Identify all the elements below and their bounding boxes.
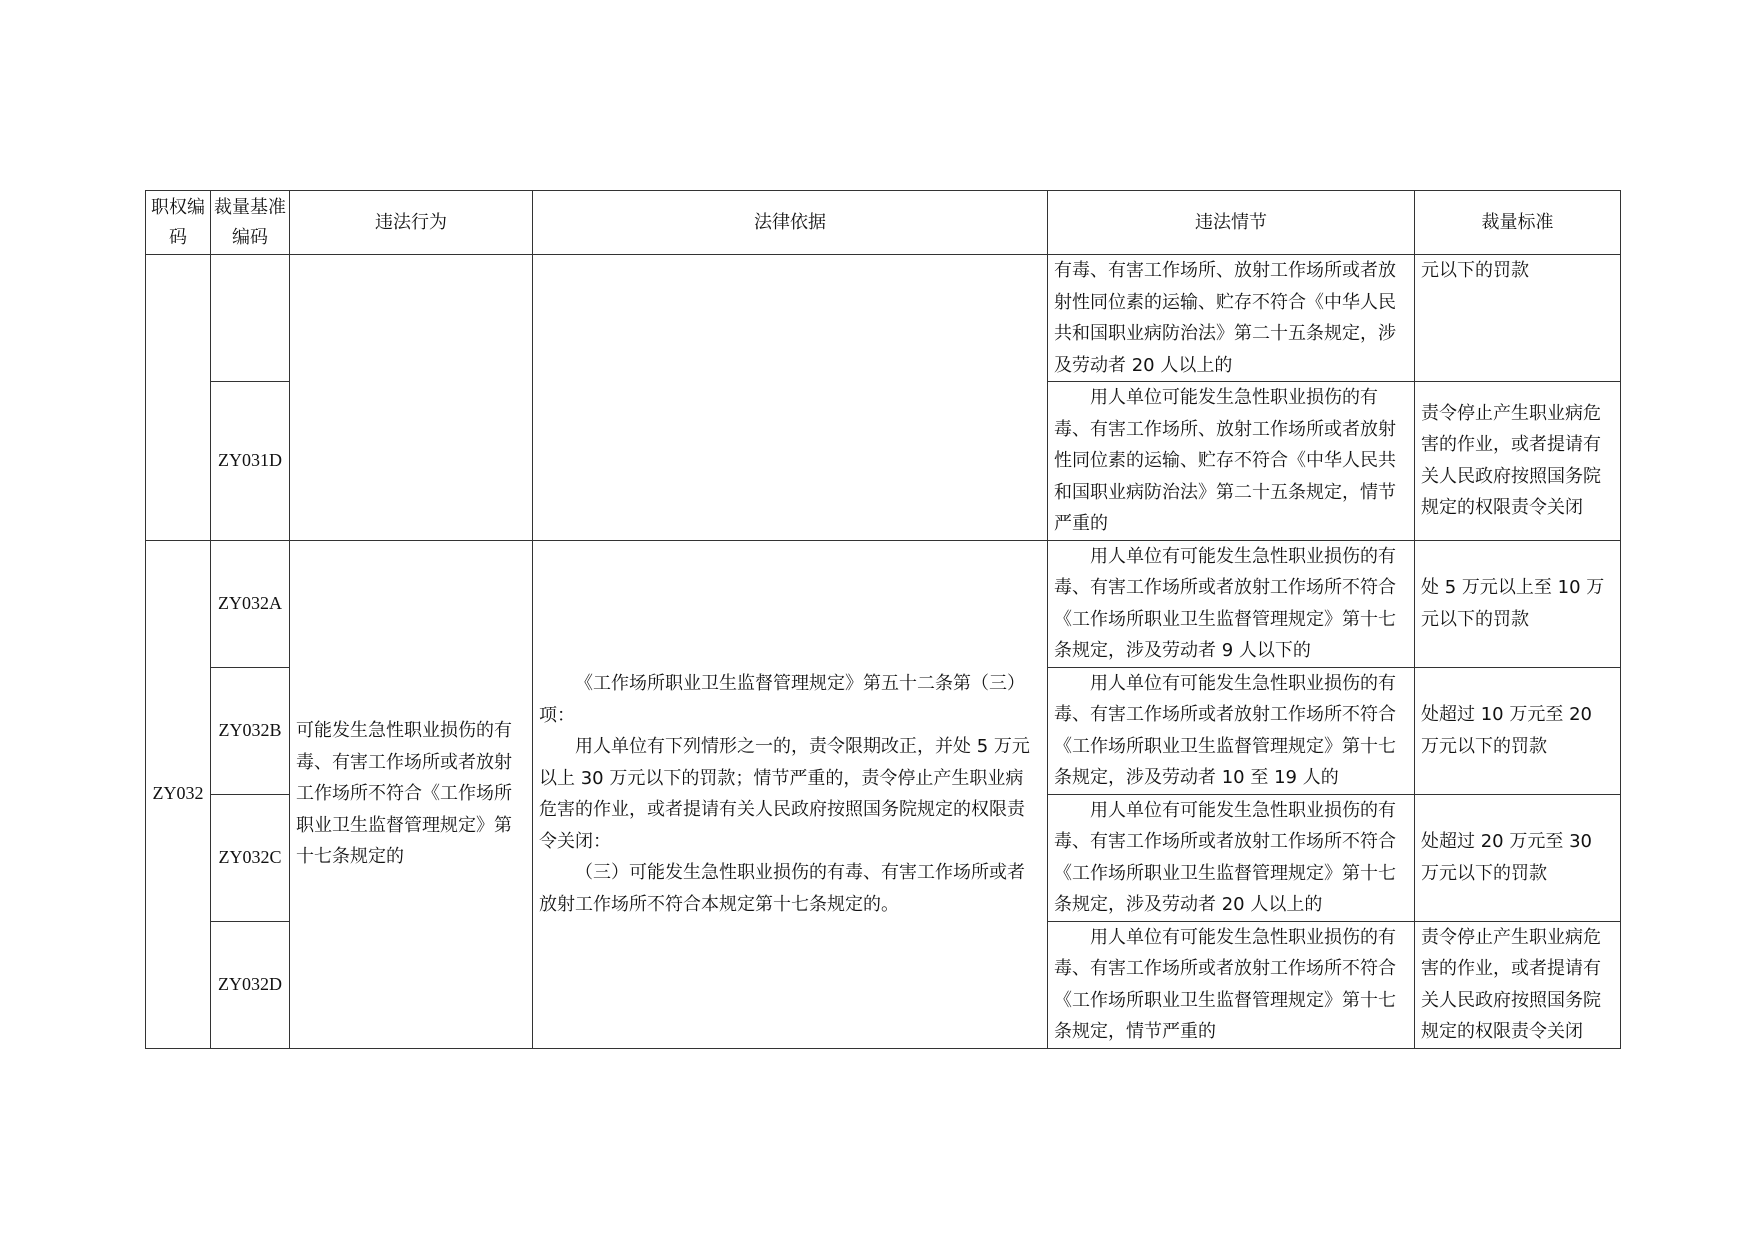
discretion-standard-table — [145, 190, 1621, 1049]
header-circumstance: 违法情节 — [1048, 191, 1415, 255]
table-row — [146, 255, 1621, 382]
penalty-cell: 责令停止产生职业病危害的作业，或者提请有关人民政府按照国务院规定的权限责令关闭 — [1415, 921, 1621, 1048]
header-row — [146, 191, 1621, 255]
discretion-standard-sheet — [145, 190, 1620, 1049]
circumstance-cell: 用人单位有可能发生急性职业损伤的有毒、有害工作场所或者放射工作场所不符合《工作场所职业卫生监督管理规定》第十七条规定，涉及劳动者 10 至 19 人的 — [1048, 667, 1415, 794]
standard-code-cell: ZY032A — [211, 540, 290, 667]
penalty-cell: 处超过 10 万元至 20 万元以下的罚款 — [1415, 667, 1621, 794]
penalty-cell: 处超过 20 万元至 30 万元以下的罚款 — [1415, 794, 1621, 921]
circumstance-cell: 用人单位可能发生急性职业损伤的有毒、有害工作场所、放射工作场所或者放射性同位素的运输、贮存不符合《中华人民共和国职业病防治法》第二十五条规定，情节严重的 — [1048, 382, 1415, 541]
standard-code-cell-empty — [211, 255, 290, 382]
power-code-cell: ZY032 — [146, 540, 211, 1048]
legal-basis-cell-zy031 — [533, 255, 1048, 541]
legal-basis-paragraph: （三）可能发生急性职业损伤的有毒、有害工作场所或者放射工作场所不符合本规定第十七条规定的。 — [539, 862, 1025, 915]
legal-basis-paragraph: 用人单位有下列情形之一的，责令限期改正，并处 5 万元以上 30 万元以下的罚款；情节严重的，责令停止产生职业病危害的作业，或者提请有关人民政府按照国务院规定的权限责令关闭： — [539, 736, 1030, 852]
header-power-code: 职权编码 — [146, 191, 211, 255]
table-row — [146, 540, 1621, 667]
standard-code-cell: ZY032B — [211, 667, 290, 794]
header-standard-code: 裁量基准编码 — [211, 191, 290, 255]
standard-code-cell: ZY032D — [211, 921, 290, 1048]
penalty-cell: 责令停止产生职业病危害的作业，或者提请有关人民政府按照国务院规定的权限责令关闭 — [1415, 382, 1621, 541]
header-legal-basis: 法律依据 — [533, 191, 1048, 255]
power-code-cell-zy031 — [146, 255, 211, 541]
penalty-cell: 处 5 万元以上至 10 万元以下的罚款 — [1415, 540, 1621, 667]
violation-cell: 可能发生急性职业损伤的有毒、有害工作场所或者放射工作场所不符合《工作场所职业卫生监督管理规定》第十七条规定的 — [290, 540, 533, 1048]
legal-basis-cell — [533, 540, 1048, 1048]
violation-cell-zy031 — [290, 255, 533, 541]
circumstance-cell: 有毒、有害工作场所、放射工作场所或者放射性同位素的运输、贮存不符合《中华人民共和国职业病防治法》第二十五条规定，涉及劳动者 20 人以上的 — [1048, 255, 1415, 382]
penalty-cell: 元以下的罚款 — [1415, 255, 1621, 382]
standard-code-cell: ZY031D — [211, 382, 290, 541]
circumstance-cell: 用人单位有可能发生急性职业损伤的有毒、有害工作场所或者放射工作场所不符合《工作场所职业卫生监督管理规定》第十七条规定，涉及劳动者 9 人以下的 — [1048, 540, 1415, 667]
standard-code-cell: ZY032C — [211, 794, 290, 921]
header-violation: 违法行为 — [290, 191, 533, 255]
circumstance-cell: 用人单位有可能发生急性职业损伤的有毒、有害工作场所或者放射工作场所不符合《工作场所职业卫生监督管理规定》第十七条规定，涉及劳动者 20 人以上的 — [1048, 794, 1415, 921]
header-penalty: 裁量标准 — [1415, 191, 1621, 255]
legal-basis-paragraph: 《工作场所职业卫生监督管理规定》第五十二条第（三）项： — [539, 673, 1025, 726]
circumstance-cell: 用人单位有可能发生急性职业损伤的有毒、有害工作场所或者放射工作场所不符合《工作场所职业卫生监督管理规定》第十七条规定，情节严重的 — [1048, 921, 1415, 1048]
